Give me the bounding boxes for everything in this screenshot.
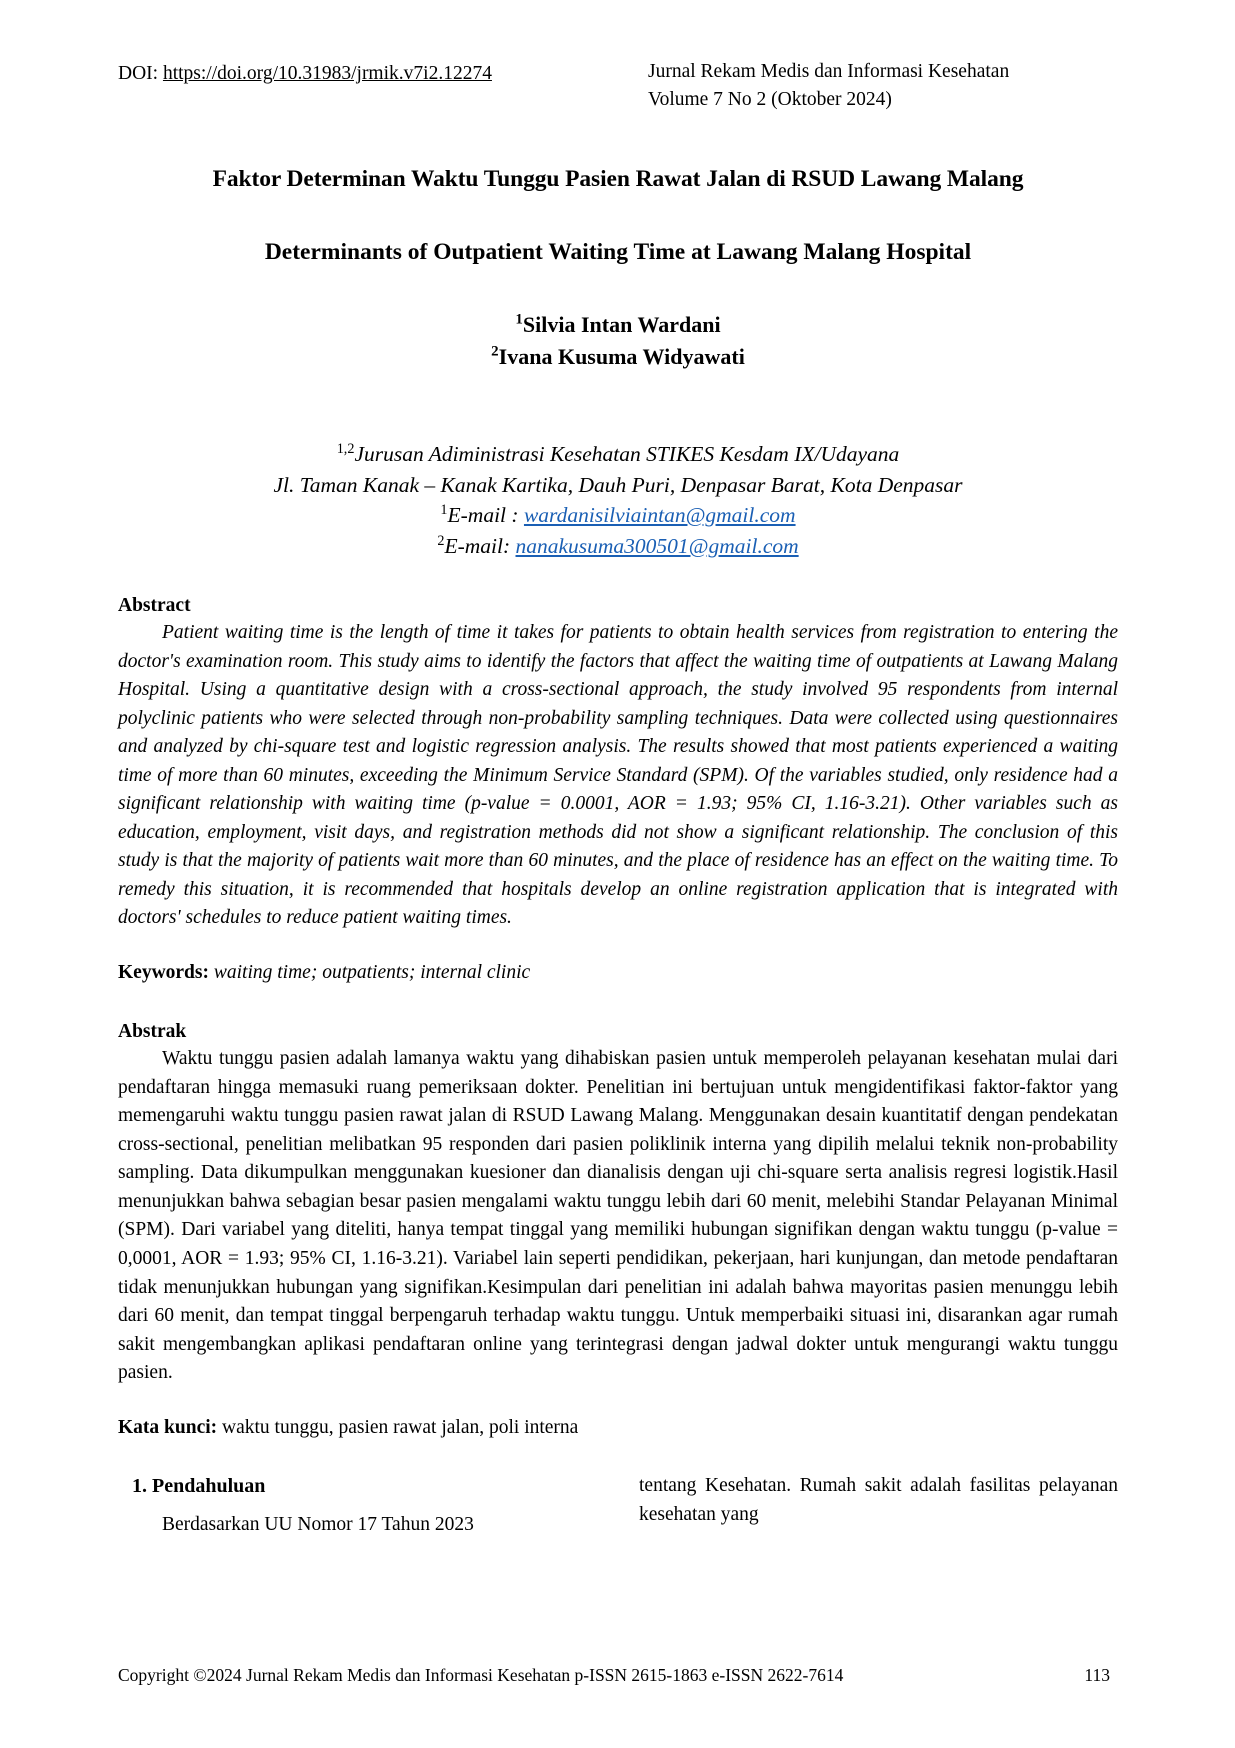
page-header xyxy=(118,58,1118,113)
keywords-label-indonesian: Kata kunci: xyxy=(118,1416,218,1438)
abstract-heading-indonesian: Abstrak xyxy=(118,1021,187,1043)
journal-volume: Volume 7 No 2 (Oktober 2024) xyxy=(648,88,892,110)
introduction-section xyxy=(118,1472,1118,1540)
journal-info xyxy=(630,58,1118,113)
email-label: E-mail : xyxy=(447,503,524,528)
author-affiliation-marker: 2 xyxy=(491,343,499,360)
introduction-column-left xyxy=(118,1472,597,1540)
affiliation-department-line xyxy=(118,439,1118,470)
abstract-heading-english: Abstract xyxy=(118,595,191,617)
keywords-value-indonesian: waktu tunggu, pasien rawat jalan, poli interna xyxy=(217,1416,579,1438)
page-number: 113 xyxy=(1084,1665,1110,1685)
introduction-column-right xyxy=(639,1472,1118,1540)
email-link-author-2[interactable]: nanakusuma300501@gmail.com xyxy=(515,533,799,558)
author-name: Silvia Intan Wardani xyxy=(522,312,721,338)
title-block xyxy=(118,163,1118,561)
email-marker: 1 xyxy=(440,502,448,519)
doi-block xyxy=(118,58,588,88)
abstract-body-indonesian: Waktu tunggu pasien adalah lamanya waktu yang dihabiskan pasien untuk memperoleh pelayanan kesehatan mulai dari pendaftaran hingga memasuki ruang pemeriksaan dokter. Penelitian ini bertujuan untuk mengidentifikasi faktor-faktor yang memengaruhi waktu tunggu pasien rawat jalan di RSUD Lawang Malang. Menggunakan desain kuantitatif dengan pendekatan cross-sectional, penelitian melibatkan 95 responden dari pasien poliklinik interna yang dipilih melalui teknik non-probability sampling. Data dikumpulkan menggunakan kuesioner dan dianalisis dengan uji chi-square serta analisis regresi logistik.Hasil menunjukkan bahwa sebagian besar pasien mengalami waktu tunggu lebih dari 60 menit, melebihi Standar Pelayanan Minimal (SPM). Dari variabel yang diteliti, hanya tempat tinggal yang memiliki hubungan signifikan dengan waktu tunggu (p-value = 0,0001, AOR = 1.93; 95% CI, 1.16-3.21). Variabel lain seperti pendidikan, pekerjaan, hari kunjungan, dan metode pendaftaran tidak menunjukkan hubungan yang signifikan.Kesimpulan dari penelitian ini adalah bahwa mayoritas pasien menunggu lebih dari 60 menit, dan tempat tinggal berpengaruh terhadap waktu tunggu. Untuk memperbaiki situasi ini, disarankan agar rumah sakit mengembangkan aplikasi pendaftaran online yang terintegrasi dengan jadwal dokter untuk mengurangi waktu tunggu pasien. xyxy=(118,1048,1118,1384)
introduction-text-left: Berdasarkan UU Nomor 17 Tahun 2023 xyxy=(162,1514,474,1536)
email-line-2 xyxy=(118,531,1118,562)
email-marker: 2 xyxy=(437,532,445,549)
page-footer xyxy=(118,1664,1118,1687)
affiliation-address: Jl. Taman Kanak – Kanak Kartika, Dauh Puri, Denpasar Barat, Kota Denpasar xyxy=(273,472,963,497)
author-list xyxy=(118,309,1118,373)
copyright-notice: Copyright ©2024 Jurnal Rekam Medis dan Informasi Kesehatan p-ISSN 2615-1863 e-ISSN 2622-7614 xyxy=(118,1665,844,1685)
author-entry xyxy=(118,341,1118,373)
keywords-indonesian xyxy=(118,1414,1118,1442)
article-title-indonesian: Faktor Determinan Waktu Tunggu Pasien Rawat Jalan di RSUD Lawang Malang xyxy=(212,166,1024,193)
doi-link[interactable]: https://doi.org/10.31983/jrmik.v7i2.12274 xyxy=(162,63,492,84)
abstract-body-english: Patient waiting time is the length of time it takes for patients to obtain health services from registration to entering the doctor's examination room. This study aims to identify the factors that affect the waiting time of outpatients at Lawang Malang Hospital. Using a quantitative design with a cross-sectional approach, the study involved 95 respondents from internal polyclinic patients who were selected through non-probability sampling techniques. Data were collected using questionnaires and analyzed by chi-square test and logistic regression analysis. The results showed that most patients experienced a waiting time of more than 60 minutes, exceeding the Minimum Service Standard (SPM). Of the variables studied, only residence had a significant relationship with waiting time (p-value = 0.0001, AOR = 1.93; 95% CI, 1.16-3.21). Other variables such as education, employment, visit days, and registration methods did not show a significant relationship. The conclusion of this study is that the majority of patients wait more than 60 minutes, and the place of residence has an effect on the waiting time. To remedy this situation, it is recommended that hospitals develop an online registration application that is integrated with doctors' schedules to reduce patient waiting times. xyxy=(118,622,1118,929)
page-content xyxy=(118,58,1118,1540)
affiliation-marker: 1,2 xyxy=(336,440,355,457)
author-name: Ivana Kusuma Widyawati xyxy=(498,343,745,369)
introduction-text-right: tentang Kesehatan. Rumah sakit adalah fasilitas pelayanan kesehatan yang xyxy=(639,1475,1118,1525)
keywords-label-english: Keywords: xyxy=(118,961,209,983)
email-link-author-1[interactable]: wardanisilviaintan@gmail.com xyxy=(523,503,796,528)
email-label: E-mail: xyxy=(444,533,516,558)
author-entry xyxy=(118,309,1118,341)
article-title-english: Determinants of Outpatient Waiting Time at Lawang Malang Hospital xyxy=(264,238,972,265)
email-line-1 xyxy=(118,500,1118,531)
journal-name: Jurnal Rekam Medis dan Informasi Kesehatan xyxy=(648,61,1010,82)
doi-label: DOI: xyxy=(118,63,163,84)
introduction-heading: 1. Pendahuluan xyxy=(132,1475,266,1498)
affiliation-department: Jurusan Adiministrasi Kesehatan STIKES Kesdam IX/Udayana xyxy=(354,442,900,467)
affiliation-block xyxy=(118,439,1118,562)
keywords-value-english: waiting time; outpatients; internal clinic xyxy=(209,961,531,983)
author-affiliation-marker: 1 xyxy=(515,311,523,328)
keywords-english xyxy=(118,959,1118,987)
